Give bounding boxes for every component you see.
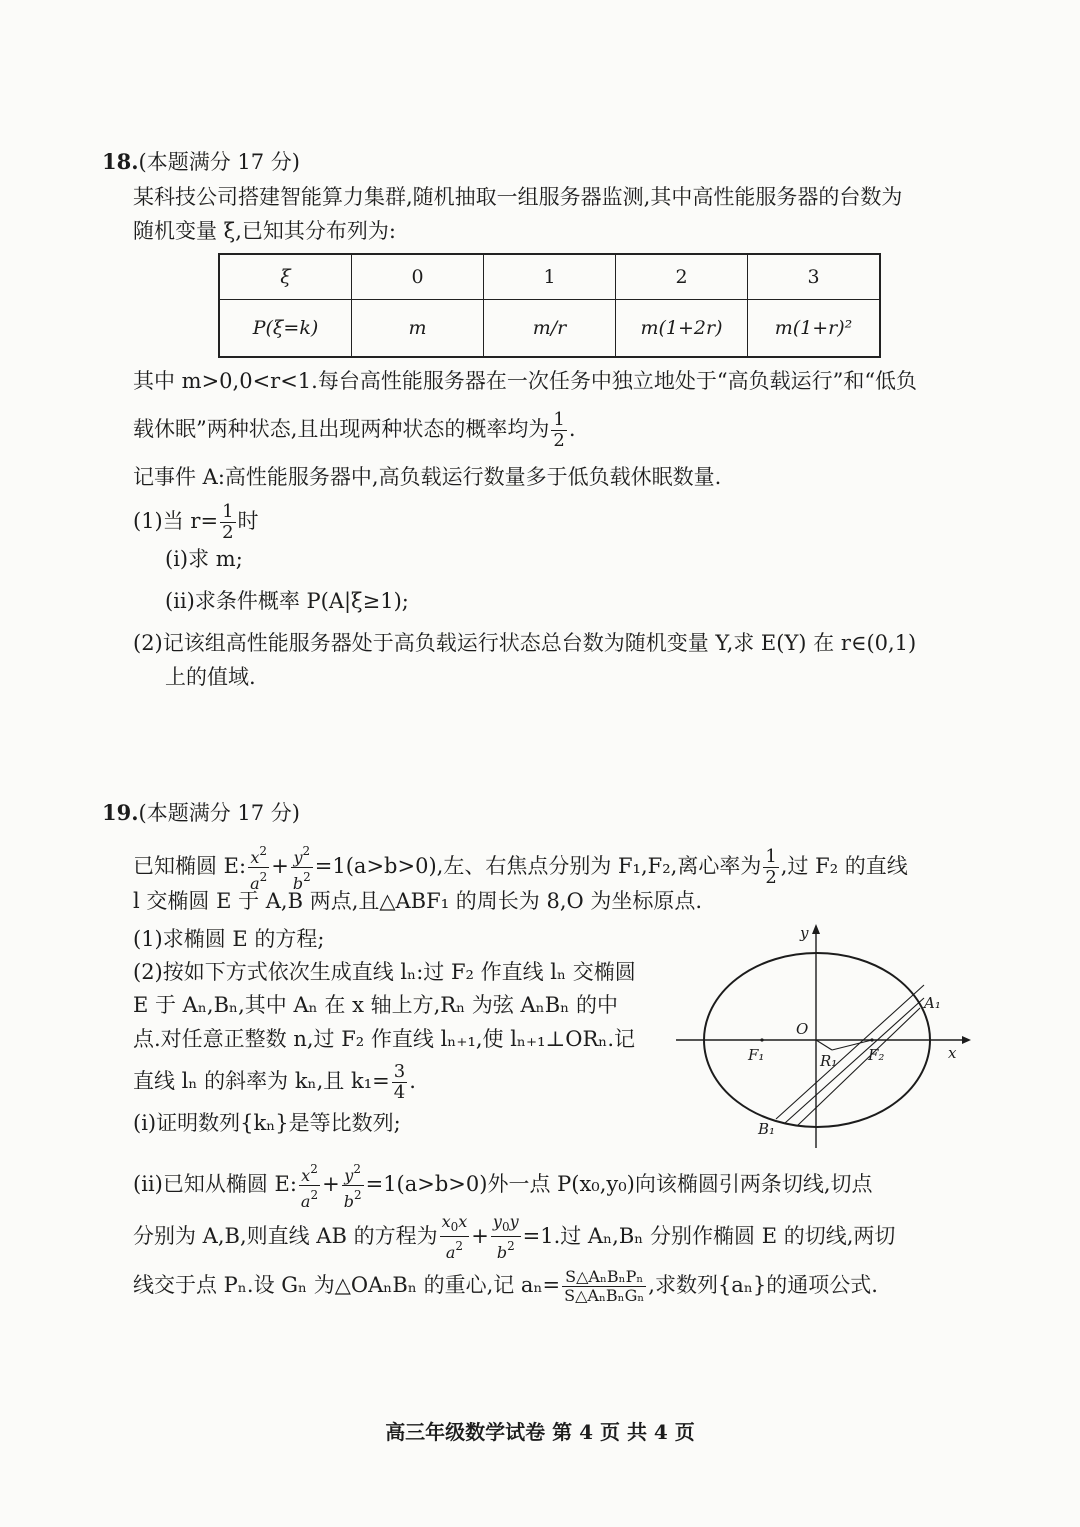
ellipse-figure xyxy=(672,920,972,1150)
fraction-denominator: 2 xyxy=(553,430,565,451)
fraction-denominator: 2 xyxy=(222,522,234,543)
fraction-y0y-b2: $\frac{y_0y}{b^2}$ xyxy=(492,1212,519,1262)
q18-part1 xyxy=(133,502,259,543)
slope-period: . xyxy=(409,1069,416,1093)
q19-part2-line4 xyxy=(133,1062,416,1103)
fraction-denominator: 2 xyxy=(765,867,777,888)
table-cell-3: 3 xyxy=(748,254,881,300)
fraction-y2-b2: $\frac{y^2}{b^2}$ xyxy=(292,844,311,893)
q19-part2-i: (ⅰ)证明数列{kₙ}是等比数列; xyxy=(133,1111,401,1135)
fraction-denominator: 4 xyxy=(393,1082,406,1103)
label-a1: A₁ xyxy=(924,994,941,1012)
distribution-table xyxy=(218,253,881,358)
ellipse-condition: =1(a>b>0),左、右焦点分别为 F₁,F₂,离心率为 xyxy=(314,854,762,878)
area-numerator: S△AₙBₙPₙ xyxy=(562,1268,646,1287)
table-cell-p0: m xyxy=(352,300,484,358)
chord-condition: =1.过 Aₙ,Bₙ 分别作椭圆 E 的切线,两切 xyxy=(522,1224,896,1248)
fraction-k1 xyxy=(392,1062,407,1103)
label-f1: F₁ xyxy=(748,1046,765,1064)
part1-suffix: 时 xyxy=(237,509,259,533)
tangent-intro: (ⅱ)已知从椭圆 E: xyxy=(133,1172,297,1196)
label-y: y xyxy=(800,924,809,942)
line-through-f2: ,过 F₂ 的直线 xyxy=(780,854,908,878)
q18-condition-line2 xyxy=(133,410,576,451)
q18-part2-line2: 上的值域. xyxy=(165,665,256,689)
label-x: x xyxy=(948,1044,957,1062)
label-r1: R₁ xyxy=(820,1052,838,1070)
condition-text: 载休眠”两种状态,且出现两种状态的概率均为 xyxy=(133,417,550,441)
chord-line-1 xyxy=(776,985,924,1119)
label-f2: F₂ xyxy=(868,1046,885,1064)
fraction-area-ratio xyxy=(562,1268,646,1305)
focus-f1-point xyxy=(760,1038,763,1041)
slope-text: 直线 lₙ 的斜率为 kₙ,且 k₁= xyxy=(133,1069,390,1093)
q18-part2-line1: (2)记该组高性能服务器处于高负载运行状态总台数为随机变量 Y,求 E(Y) 在 r∈(0,1) xyxy=(133,631,917,655)
table-cell-p1: m/r xyxy=(484,300,616,358)
page-footer: 高三年级数学试卷 第 4 页 共 4 页 xyxy=(385,1420,695,1444)
q19-part1: (1)求椭圆 E 的方程; xyxy=(133,927,325,951)
segment-o-r1 xyxy=(816,1040,832,1050)
fraction-numerator: 1 xyxy=(553,409,565,430)
q19-heading xyxy=(102,798,300,828)
q19-part2-line1: (2)按如下方式依次生成直线 lₙ:过 F₂ 作直线 lₙ 交椭圆 xyxy=(133,960,636,984)
q18-heading xyxy=(102,147,300,177)
chord-line-2 xyxy=(785,998,924,1123)
fraction-y2-b2: $\frac{y^2}{b^2}$ xyxy=(343,1162,362,1211)
fraction-numerator: 1 xyxy=(222,501,234,522)
q19-part2-line2: E 于 Aₙ,Bₙ,其中 Aₙ 在 x 轴上方,Rₙ 为弦 AₙBₙ 的中 xyxy=(133,993,618,1017)
q19-part2-ii-line2: 分别为 A,B,则直线 AB 的方程为 $\frac{x_0x}{a^2}$ + $\frac{y_0y}{b^2}$ =1.过 Aₙ,Bₙ 分别作椭圆 E 的切线,两切 xyxy=(133,1212,896,1262)
fraction-one-half xyxy=(551,410,566,451)
q19-line2: l 交椭圆 E 于 A,B 两点,且△ABF₁ 的周长为 8,O 为坐标原点. xyxy=(133,889,703,913)
fraction-numerator: 1 xyxy=(765,846,777,867)
table-cell-p2: m(1+2r) xyxy=(616,300,748,358)
q19-part2-ii-line1: (ⅱ)已知从椭圆 E: $\frac{x^2}{a^2}$ + $\frac{y^2}{b^2}$ =1(a>b>0)外一点 P(x₀,y₀)向该椭圆引两条切线,切点 xyxy=(133,1162,873,1211)
label-b1: B₁ xyxy=(758,1120,776,1138)
q18-part1-i: (ⅰ)求 m; xyxy=(165,547,243,571)
fraction-x0x-a2: $\frac{x_0x}{a^2}$ xyxy=(441,1212,468,1262)
fraction-r-half xyxy=(220,502,235,543)
label-o: O xyxy=(796,1020,809,1038)
q18-intro-line1: 某科技公司搭建智能算力集群,随机抽取一组服务器监测,其中高性能服务器的台数为 xyxy=(133,185,903,209)
table-cell-2: 2 xyxy=(616,254,748,300)
table-cell-p-label: P(ξ=k) xyxy=(219,300,352,358)
an-request: ,求数列{aₙ}的通项公式. xyxy=(648,1273,878,1297)
q19-part2-ii-line3 xyxy=(133,1268,878,1305)
area-denominator: S△AₙBₙGₙ xyxy=(564,1286,645,1305)
table-cell-p3: m(1+r)² xyxy=(748,300,881,358)
table-cell-xi: ξ xyxy=(219,254,352,300)
fraction-numerator: 3 xyxy=(393,1061,406,1082)
q18-score: (本题满分 17 分) xyxy=(138,150,301,174)
x-axis-arrow xyxy=(962,1036,971,1044)
segment-r1-f2 xyxy=(832,1040,872,1050)
q18-condition-line1: 其中 m>0,0<r<1.每台高性能服务器在一次任务中独立地处于“高负载运行”和“低负 xyxy=(133,369,918,393)
tangent-condition: =1(a>b>0)外一点 P(x₀,y₀)向该椭圆引两条切线,切点 xyxy=(365,1172,873,1196)
fraction-x2-a2: $\frac{x^2}{a^2}$ xyxy=(250,844,268,893)
table-header-row xyxy=(219,254,880,300)
q19-score: (本题满分 17 分) xyxy=(138,801,301,825)
chord-text: 分别为 A,B,则直线 AB 的方程为 xyxy=(133,1224,438,1248)
an-definition: 线交于点 Pₙ.设 Gₙ 为△OAₙBₙ 的重心,记 aₙ= xyxy=(133,1273,561,1297)
q18-number: 18. xyxy=(102,149,139,174)
q18-intro-line2: 随机变量 ξ,已知其分布列为: xyxy=(133,219,396,243)
table-cell-0: 0 xyxy=(352,254,484,300)
q18-event: 记事件 A:高性能服务器中,高负载运行数量多于低负载休眠数量. xyxy=(133,465,722,489)
condition-period: . xyxy=(568,417,576,441)
y-axis-arrow xyxy=(812,924,820,934)
q19-line1: 已知椭圆 E: $\frac{x^2}{a^2}$ + $\frac{y^2}{b^2}$ =1(a>b>0),左、右焦点分别为 F₁,F₂,离心率为 $\frac{1}{2}$ ,过 F₂ 的直线 xyxy=(133,844,908,893)
ellipse-intro: 已知椭圆 E: xyxy=(133,854,247,878)
fraction-eccentricity xyxy=(763,847,778,888)
q18-part1-ii: (ⅱ)求条件概率 P(A|ξ≥1); xyxy=(165,589,409,613)
table-cell-1: 1 xyxy=(484,254,616,300)
q19-part2-line3: 点.对任意正整数 n,过 F₂ 作直线 lₙ₊₁,使 lₙ₊₁⊥ORₙ.记 xyxy=(133,1027,636,1051)
focus-f2-point xyxy=(870,1038,873,1041)
table-probability-row xyxy=(219,300,880,358)
fraction-x2-a2: $\frac{x^2}{a^2}$ xyxy=(300,1162,319,1211)
q19-number: 19. xyxy=(102,800,139,825)
part1-text: (1)当 r= xyxy=(133,509,219,533)
